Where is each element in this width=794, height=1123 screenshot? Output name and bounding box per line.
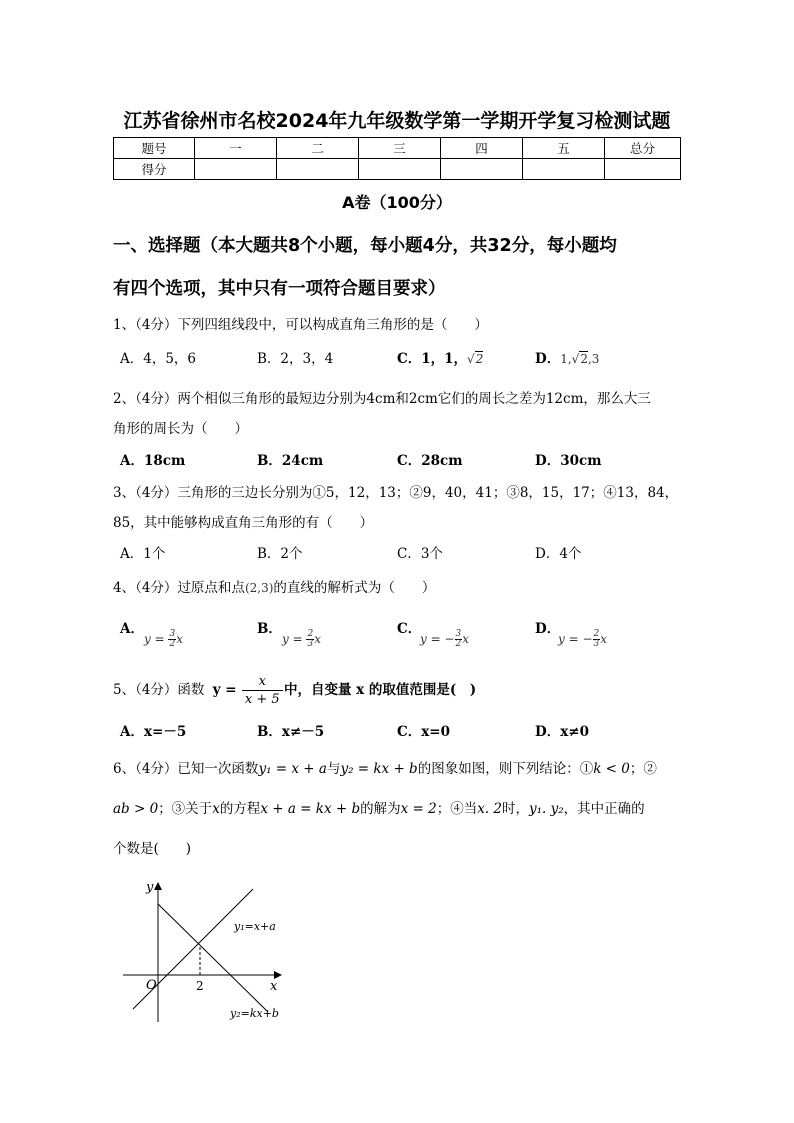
q6-l2c: 的方程 — [219, 801, 261, 817]
q6-l1c: 的图象如图，则下列结论：① — [417, 761, 594, 777]
section-heading-line2: 有四个选项，其中只有一项符合题目要求） — [113, 279, 446, 299]
page-title: 江苏省徐州市名校2024年九年级数学第一学期开学复习检测试题 — [123, 110, 671, 132]
tick-label: 2 — [196, 979, 204, 993]
q1-option-a: A．4，5，6 — [120, 351, 197, 367]
question-6-line3: 个数是( ) — [113, 841, 192, 857]
q5-option-b: B．x≠－5 — [257, 724, 325, 740]
q6-l2d: 的解为 — [360, 801, 401, 817]
question-5-stem — [113, 673, 476, 708]
q1-d-math-a: 1, — [560, 352, 572, 366]
line-y1-label: y₁=x+a — [234, 920, 276, 933]
x-axis-label: x — [270, 979, 278, 994]
q2-option-c: C．28cm — [397, 453, 463, 469]
q3-option-d: D．4个 — [535, 546, 582, 562]
q6-cond4: x. 2 — [477, 801, 502, 817]
table-cell: 五 — [523, 138, 605, 159]
q3-option-b: B．2个 — [257, 546, 303, 562]
question-6-line1 — [113, 757, 657, 777]
eq-var: x — [176, 632, 183, 646]
q4-point: (2,3) — [244, 581, 274, 595]
section-heading-line1: 一、选择题（本大题共8个小题，每小题4分，共32分，每小题均 — [113, 236, 617, 256]
table-cell: 题号 — [114, 138, 195, 159]
table-cell: 三 — [359, 138, 441, 159]
table-cell: 得分 — [114, 159, 195, 180]
question-1-stem: 1、（4分）下列四组线段中，可以构成直角三角形的是（ ） — [113, 317, 488, 333]
q1-d-math-b: ,3 — [587, 352, 600, 366]
q1-option-c — [397, 347, 483, 367]
frac-num: 3 — [169, 629, 176, 639]
frac-den: 3 — [593, 639, 600, 649]
score-input-cell[interactable] — [605, 159, 681, 180]
table-cell: 二 — [277, 138, 359, 159]
line-y2-label: y₂=kx+b — [230, 1007, 279, 1020]
q4-stem-a: 4、（4分）过原点和点 — [113, 580, 245, 596]
question-3-line1: 3、（4分）三角形的三边长分别为①5，12，13；②9，40，41；③8，15，17；④13，84， — [113, 485, 679, 501]
q6-l1d: ；② — [629, 761, 657, 777]
q5-option-c: C．x=0 — [397, 724, 450, 740]
q6-l2b: ；③关于 — [158, 801, 213, 817]
frac-num: 2 — [593, 629, 600, 639]
frac-num: x — [242, 673, 283, 691]
q1-d-radicand: 2 — [580, 352, 588, 366]
q6-l1b: 与 — [326, 761, 341, 777]
q4-option-a-label: A． — [120, 621, 144, 637]
frac-den: 2 — [455, 639, 462, 649]
eq-var: x — [462, 632, 470, 646]
q4-stem-b: 的直线的解析式为（ ） — [273, 580, 436, 596]
sqrt-sign: √ — [571, 352, 580, 366]
volume-heading: A卷（100分） — [342, 193, 452, 212]
q5-fraction — [245, 673, 280, 708]
q2-option-d: D．30cm — [535, 453, 602, 469]
q6-l2g: ，其中正确的 — [563, 801, 645, 817]
q5-option-a: A．x=－5 — [120, 724, 187, 740]
q6-x: x — [212, 801, 220, 817]
q1-c-prefix: C．1，1， — [397, 351, 468, 367]
frac-num: 2 — [307, 629, 314, 639]
eq-lhs: y = − — [420, 632, 455, 646]
eq-var: x — [600, 632, 608, 646]
q6-l1a: 6、（4分）已知一次函数 — [113, 761, 259, 777]
q3-option-a: A．1个 — [120, 546, 166, 562]
question-4-stem — [113, 576, 435, 596]
score-input-cell[interactable] — [195, 159, 277, 180]
table-cell: 一 — [195, 138, 277, 159]
frac-den: 2 — [169, 639, 176, 649]
q5-option-d: D．x≠0 — [535, 724, 589, 740]
score-input-cell[interactable] — [441, 159, 523, 180]
frac-den: x + 5 — [244, 692, 280, 707]
q4-option-b-label: B． — [257, 621, 282, 637]
question-2-line1: 2、（4分）两个相似三角形的最短边分别为4cm和2cm它们的周长之差为12cm，那么大三 — [113, 391, 651, 407]
q4-option-d-label: D． — [535, 621, 561, 637]
q5-stem-b: 中，自变量 x 的取值范围是( ) — [283, 682, 477, 698]
question-6-line2 — [113, 797, 645, 817]
eq-lhs: y = — [144, 632, 169, 646]
y-axis-label: y — [146, 880, 154, 895]
q6-eq2: y₂ = kx + b — [340, 761, 418, 777]
table-row — [114, 138, 681, 159]
table-cell: 四 — [441, 138, 523, 159]
question-3-line2: 85，其中能够构成直角三角形的有（ ） — [113, 515, 374, 531]
q6-sol: x = 2 — [400, 801, 437, 817]
q6-l2e: ；④当 — [436, 801, 478, 817]
q4-option-a-eq — [144, 630, 183, 649]
function-graph — [118, 872, 288, 1027]
q5-y-eq: y = — [212, 682, 237, 698]
q2-option-a: A．18cm — [120, 453, 186, 469]
sqrt-sign: √ — [467, 352, 475, 366]
question-2-line2: 角形的周长为（ ） — [113, 421, 248, 437]
q6-cond1: k < 0 — [593, 761, 630, 777]
eq-lhs: y = − — [558, 632, 593, 646]
q4-option-c-label: C． — [397, 621, 422, 637]
score-input-cell[interactable] — [359, 159, 441, 180]
q1-option-b: B．2，3，4 — [257, 351, 334, 367]
q4-option-c-eq — [420, 630, 469, 649]
q6-eq1: y₁ = x + a — [258, 761, 327, 777]
q2-option-b: B．24cm — [257, 453, 324, 469]
q6-eq3: x + a = kx + b — [260, 801, 361, 817]
table-cell: 总分 — [605, 138, 681, 159]
q1-d-prefix: D． — [535, 351, 561, 367]
q6-l2f: 时， — [502, 801, 529, 817]
table-row — [114, 159, 681, 180]
q1-option-d — [535, 347, 599, 367]
frac-num: 3 — [455, 629, 462, 639]
q3-option-c: C．3个 — [397, 546, 443, 562]
q4-option-b-eq — [282, 630, 321, 649]
q5-stem-a: 5、（4分）函数 — [113, 682, 205, 698]
frac-den: 3 — [307, 639, 314, 649]
q6-ab: ab > 0 — [113, 801, 159, 817]
score-input-cell[interactable] — [277, 159, 359, 180]
q6-cmp: y₁. y₂ — [529, 801, 564, 817]
score-input-cell[interactable] — [523, 159, 605, 180]
q4-option-d-eq — [558, 630, 607, 649]
eq-lhs: y = — [282, 632, 307, 646]
origin-label: O — [146, 978, 157, 993]
eq-var: x — [314, 632, 321, 646]
score-table — [113, 137, 681, 180]
q1-c-radicand: 2 — [475, 352, 484, 366]
